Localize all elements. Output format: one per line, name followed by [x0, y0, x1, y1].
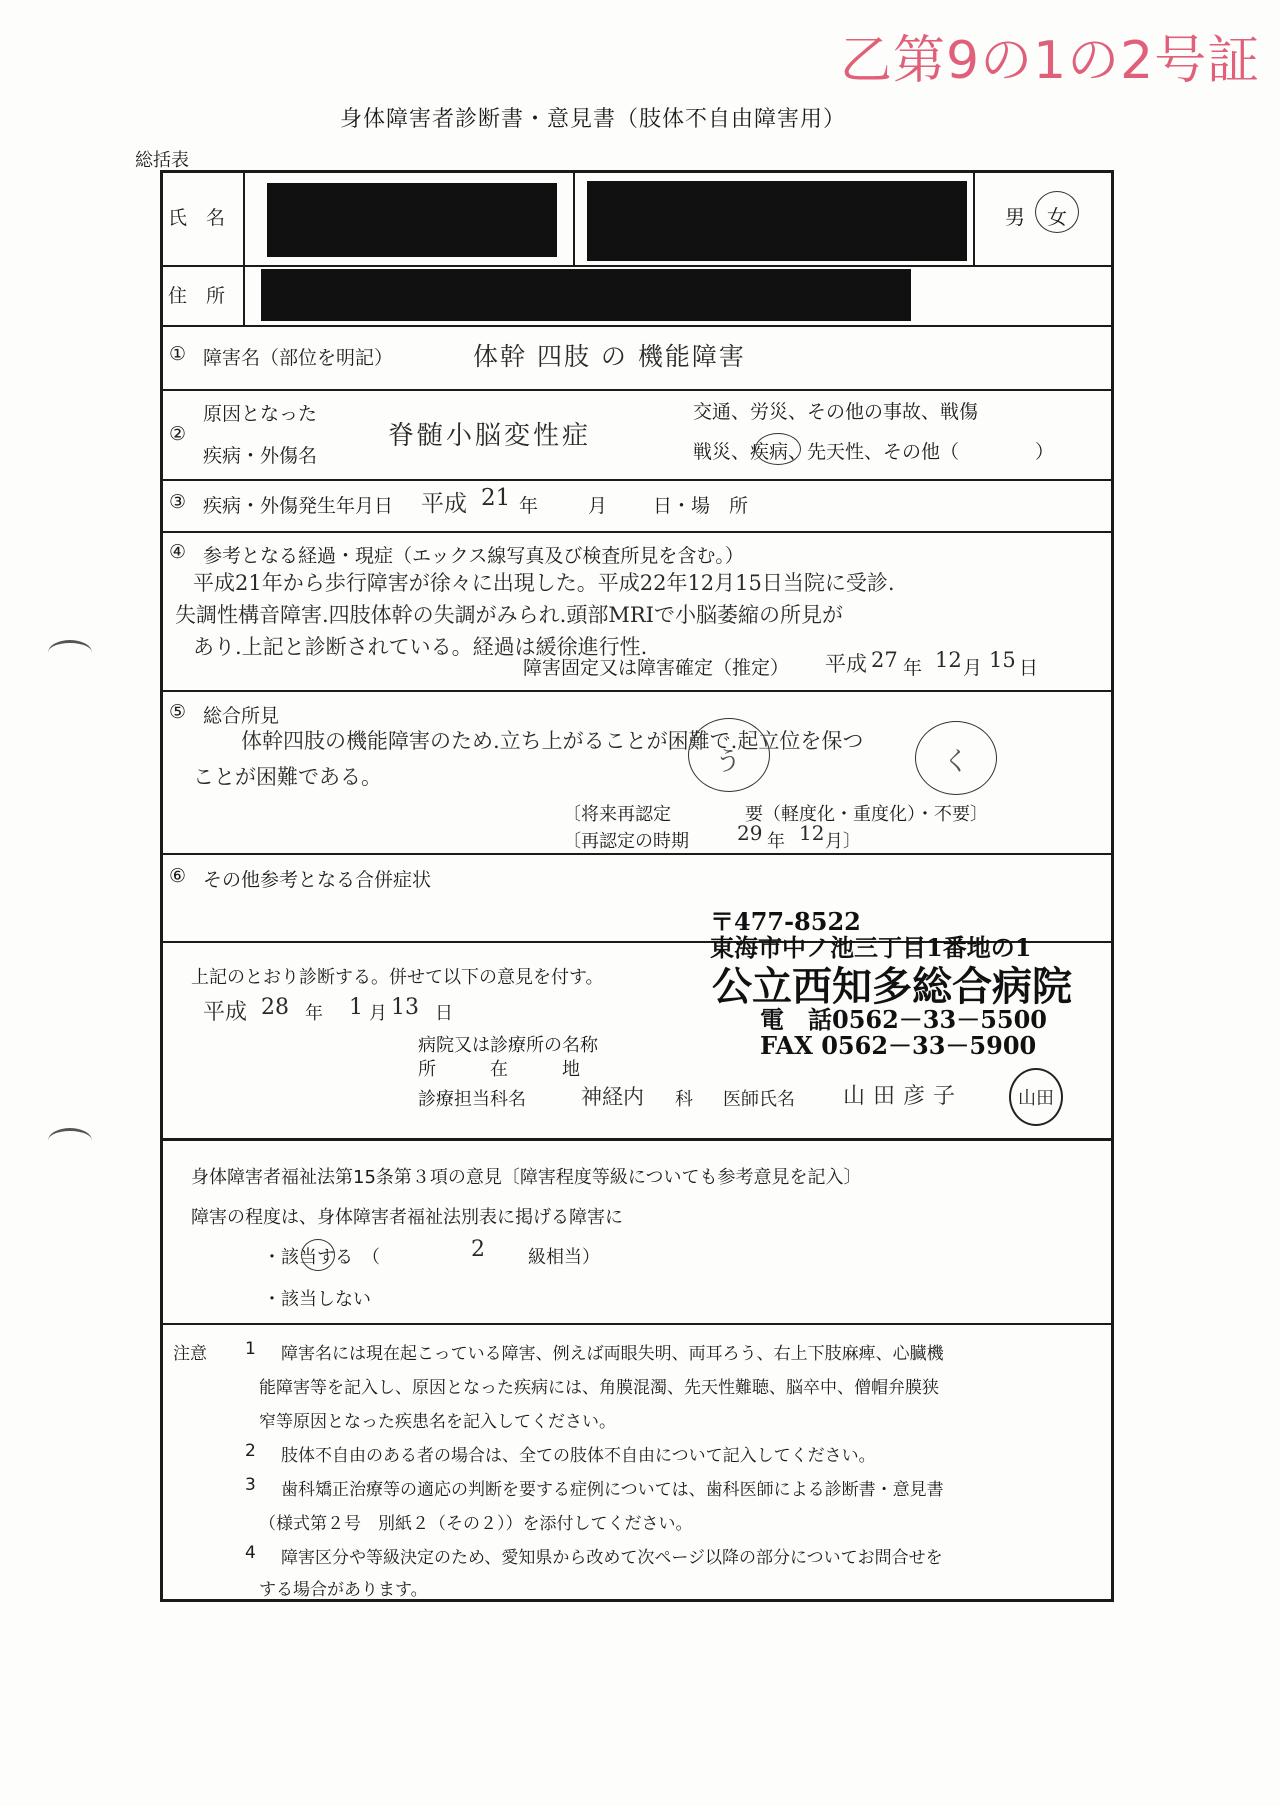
note4-number: 4 [245, 1543, 256, 1563]
notes-label: 注意 [173, 1344, 207, 1364]
sex-female: 女 [1047, 205, 1067, 229]
opinion-grade-suffix: 級相当） [528, 1247, 600, 1268]
department-label: 診療担当科名 [418, 1089, 526, 1110]
onset-year-unit: 年 [519, 495, 539, 517]
item4-number: ④ [169, 541, 187, 563]
onset-year: 21 [481, 485, 511, 511]
item5-label: 総合所見 [203, 705, 280, 727]
margin-mark-right: く [943, 747, 970, 777]
redacted-surname [267, 183, 557, 257]
diagnosis-date-day: 13 [391, 995, 419, 1020]
diagnosis-statement: 上記のとおり診断する。併せて以下の意見を付す。 [191, 967, 604, 988]
punch-hole [48, 1128, 92, 1153]
item2-number: ② [169, 423, 187, 445]
note3-line1: 歯科矯正治療等の適応の判断を要する症例については、歯科医師による診断書・意見書 [281, 1480, 944, 1500]
hospital-postal-code: 〒477-8522 [710, 907, 861, 936]
disability-grade-handwritten: 2 [471, 1237, 485, 1262]
reexam-month: 12 [799, 821, 825, 845]
doctor-name-handwritten: 山田彦子 [843, 1084, 964, 1109]
note3-line2: （様式第２号 別紙２（その２））を添付してください。 [259, 1514, 693, 1534]
onset-month-unit: 月 [588, 495, 608, 517]
exhibit-number-stamp: 乙第9の1の2号証 [840, 31, 1261, 91]
diagnosis-date-era: 平成 [203, 1000, 248, 1025]
department-suffix: 科 [675, 1089, 693, 1110]
history-line3: あり.上記と診断されている。経過は緩徐進行性. [193, 635, 648, 659]
history-line1: 平成21年から歩行障害が徐々に出現した。平成22年12月15日当院に受診. [193, 571, 895, 595]
applicable-selection-circle [301, 1239, 335, 1271]
hospital-name-label: 病院又は診療所の名称 [418, 1035, 598, 1056]
history-line2: 失調性構音障害.四肢体幹の失調がみられ.頭部MRIで小脳萎縮の所見が [175, 603, 843, 627]
location-label: 所 在 地 [418, 1059, 580, 1080]
certificate-form [160, 170, 1114, 1602]
note1-line3: 窄等原因となった疾患名を記入してください。 [259, 1412, 616, 1432]
hospital-phone: 電 話0562－33－5500 [760, 1005, 1047, 1034]
fixed-date-year-unit: 年 [903, 657, 923, 679]
margin-mark-left: う [715, 747, 742, 777]
note1-number: 1 [245, 1339, 256, 1359]
diagnosis-month-unit: 月 [369, 1003, 387, 1024]
punch-hole [48, 640, 92, 665]
cause-options-line2: 戦災、疾病、先天性、その他（ ） [693, 441, 1055, 463]
item2-label-line1: 原因となった [203, 403, 318, 425]
cause-options-line1: 交通、労災、その他の事故、戦傷 [693, 401, 979, 423]
note4-line2: する場合があります。 [259, 1580, 428, 1600]
summary-label: 総括表 [135, 150, 189, 171]
fixed-date-label: 障害固定又は障害確定（推定） [523, 657, 790, 679]
note1-line1: 障害名には現在起こっている障害、例えば両眼失明、両耳ろう、右上下肢麻痺、心臓機 [281, 1344, 944, 1364]
item2-label-line2: 疾病・外傷名 [203, 445, 318, 467]
fixed-date-day: 15 [989, 648, 1016, 672]
reexam-options: 要（軽度化・重度化）・不要〕 [745, 804, 988, 825]
diagnosis-year-unit: 年 [305, 1003, 323, 1024]
onset-era: 平成 [421, 491, 467, 517]
note1-line2: 能障害等を記入し、原因となった疾病には、角膜混濁、先天性難聴、脳卒中、僧帽弁膜狭 [259, 1378, 939, 1398]
reexam-month-unit: 月〕 [825, 831, 861, 852]
opinion-option-not-applicable: ・該当しない [263, 1289, 371, 1310]
opinion-heading: 身体障害者福祉法第15条第３項の意見〔障害程度等級についても参考意見を記入〕 [191, 1167, 862, 1188]
doctor-seal [1009, 1068, 1063, 1126]
item6-label: その他参考となる合併症状 [203, 869, 432, 891]
redacted-address [261, 269, 911, 321]
address-label: 住 所 [168, 285, 226, 307]
fixed-date-day-unit: 日 [1019, 657, 1039, 679]
item6-number: ⑥ [169, 865, 187, 887]
hospital-fax: FAX 0562－33－5900 [760, 1031, 1037, 1060]
item5-number: ⑤ [169, 701, 187, 723]
hospital-address: 東海市中ノ池三丁目1番地の1 [710, 933, 1032, 962]
item1-label: 障害名（部位を明記） [203, 347, 394, 369]
item3-label: 疾病・外傷発生年月日 [203, 495, 394, 517]
doctor-seal-text: 山田 [1018, 1088, 1054, 1109]
item3-number: ③ [169, 491, 187, 513]
diagnosis-date-month: 1 [349, 995, 363, 1020]
diagnosis-date-year: 28 [261, 995, 289, 1020]
sex-selection-circle [1035, 191, 1079, 233]
name-label: 氏 名 [168, 207, 226, 229]
reexam-year-unit: 年 [767, 831, 785, 852]
item1-number: ① [169, 343, 187, 365]
reexam-time-label: 〔再認定の時期 [563, 831, 689, 852]
findings-line2: ことが困難である。 [193, 765, 382, 789]
reexam-label: 〔将来再認定 [563, 804, 671, 825]
note2-number: 2 [245, 1441, 256, 1461]
fixed-date-month: 12 [935, 648, 962, 672]
reexam-year: 29 [737, 821, 763, 845]
redacted-given-name [587, 181, 967, 261]
disability-name-handwritten: 体幹 四肢 の 機能障害 [473, 342, 746, 371]
findings-line1: 体幹四肢の機能障害のため.立ち上がることが困難で.起立位を保つ [241, 729, 864, 753]
fixed-date-month-unit: 月 [963, 657, 983, 679]
diagnosis-day-unit: 日 [435, 1003, 453, 1024]
department-handwritten: 神経内 [581, 1085, 644, 1109]
doctor-label: 医師氏名 [723, 1089, 795, 1110]
opinion-text: 障害の程度は、身体障害者福祉法別表に掲げる障害に [191, 1207, 623, 1228]
cause-disease-handwritten: 脊髄小脳変性症 [388, 421, 592, 451]
item4-label: 参考となる経過・現症（エックス線写真及び検査所見を含む。） [203, 545, 744, 567]
disease-selection-circle [755, 433, 801, 465]
hospital-name: 公立西知多総合病院 [712, 963, 1072, 1010]
fixed-date-year: 27 [871, 648, 898, 672]
fixed-date-era: 平成 [825, 652, 867, 676]
note2-line1: 肢体不自由のある者の場合は、全ての肢体不自由について記入してください。 [281, 1446, 876, 1466]
note3-number: 3 [245, 1475, 256, 1495]
sex-male: 男 [1005, 205, 1025, 229]
opinion-option-applicable: ・該当する （ [263, 1247, 380, 1268]
note4-line1: 障害区分や等級決定のため、愛知県から改めて次ページ以降の部分についてお問合せを [281, 1548, 943, 1568]
onset-day-place-unit: 日・場 所 [653, 495, 749, 517]
form-title: 身体障害者診断書・意見書（肢体不自由障害用） [340, 107, 847, 132]
